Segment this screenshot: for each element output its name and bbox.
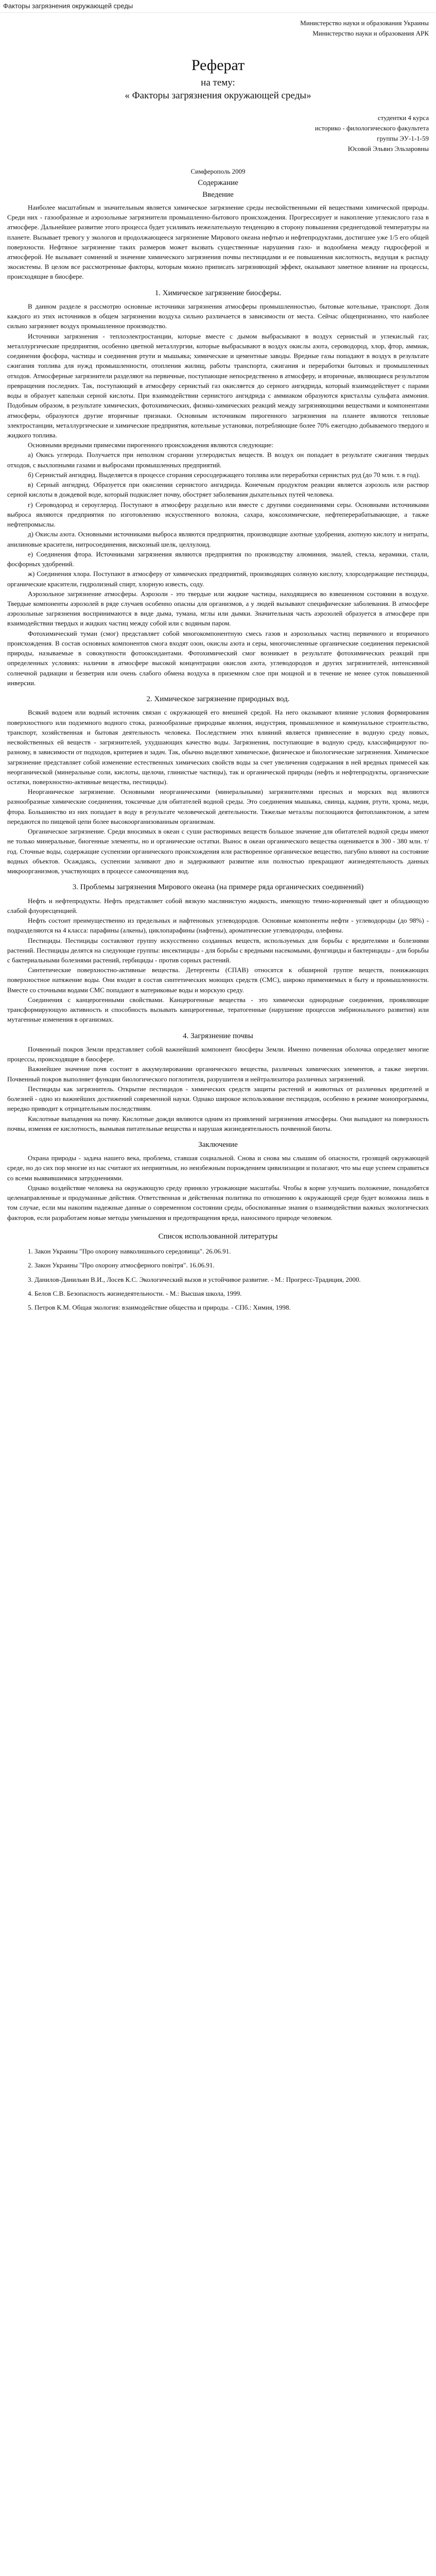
reference-item: 2. Закон Украины "Про охорону атмосферного повiтря". 16.06.91. — [28, 1261, 215, 1269]
paragraph: Наиболее масштабным и значительным является химическое загрязнение среды несвойственными ей веществами химической природы. Среди них - газообразные и аэрозольные загрязнители промышленно-бытового происхождения. Прогрессирует и накопление углекислого газа в атмосфере. Дальнейшее развитие этого процесса будет усиливать нежелательную тенденцию в сторону повышения среднегодовой температуры на планете. Вызывает тревогу у экологов и продолжающееся загрязнение Мирового океана нефтью и нефтепродуктами, достигшее уже 1/5 его общей поверхности. Нефтяное загрязнение таких размеров может вызвать существенные нарушения газо- и водообмена между гидросферой и атмосферой. Не вызывает сомнений и значение химического загрязнения почвы пестицидами и ее повышенная кислотность, ведущая к распаду экосистемы. В целом все рассмотренные факторы, которым можно приписать загрязняющий эффект, оказывают заметное влияние на процессы, происходящие в биосфере. — [7, 203, 429, 281]
reference-item: 5. Петров К.М. Общая экология: взаимодействие общества и природы. - СПб.: Химия, 1998. — [28, 1303, 291, 1311]
paragraph: Пестициды как загрязнитель. Открытие пестицидов - химических средств защиты растений и животных от различных вредителей и болезней - одно из важнейших достижений современной науки. Однако широкое использование пестицидов, особенно в режиме монопрограммы, нередко приводит к отрицательным последствиям. — [7, 1084, 429, 1113]
paragraph: е) Соединения фтора. Источниками загрязнения являются предприятия по производству алюминия, эмалей, стекла, керамики, стали, фосфорных удобрений. — [7, 550, 429, 568]
intro-heading: Введение — [202, 190, 234, 199]
section-references — [7, 1231, 429, 1312]
reference-item: 4. Белов С.В. Безопасность жизнедеятельности. - М.: Высшая школа, 1999. — [28, 1289, 242, 1297]
paragraph: Органическое загрязнение. Среди вносимых в океан с суши растворимых веществ большое значение для обитателей водной среды имеют не только минеральные, биогенные элементы, но и органические остатки. Вынос в океан органического вещества оценивается в 300 - 380 млн. т/год. Сточные воды, содержащие суспензии органического происхождения или растворенное органическое вещество, пагубно влияют на состояние водных объектов. Осаждаясь, суспензии заливают дно и задерживают развитие или полностью прекращают жизнедеятельность данных микроорганизмов, участвующих в процессе самоочищения вод. — [7, 827, 429, 875]
paragraph: б) Сернистый ангидрид. Выделяется в процессе сгорания серосодержащего топлива или переработки сернистых руд (до 70 млн. т. в год). — [28, 470, 420, 479]
paragraph: Соединения с канцерогенными свойствами. Канцерогенные вещества - это химически однородные соединения, проявляющие трансформирующую активность и способность вызывать канцерогенные, тератогенные (нарушение процессов эмбрионального развития) или мутагенные изменения в организмах. — [7, 995, 429, 1024]
paragraph: Основными вредными примесями пирогенного происхождения являются следующие: — [28, 441, 273, 449]
paragraph: ж) Соединения хлора. Поступают в атмосферу от химических предприятий, производящих соляную кислоту, хлорсодержащие пестициды, органические красители, гидролизный спирт, хлорную известь, соду. — [7, 570, 429, 588]
signature-line: Юсовой Эльвиз Эльзаровны — [347, 145, 429, 153]
window-title: Факторы загрязнения окружающей среды — [3, 2, 133, 10]
city-year: Симферополь 2009 — [190, 167, 246, 176]
section-heading: 4. Загрязнение почвы — [183, 1031, 253, 1040]
title-page-organizations — [7, 18, 429, 39]
paragraph: Фотохимический туман (смог) представляет собой многокомпонентную смесь газов и аэрозольных частиц первичного и вторичного происхождения. В состав основных компонентов смога входят озон, окислы азота и серы, многочисленные органические соединения перекисной природы, называемые в совокупности фотооксидантами. Фотохимический смог возникает в результате фотохимических реакций при определенных условиях: наличии в атмосфере высокой концентрации окислов азота, углеводородов и других загрязнителей, интенсивной солнечной радиации и безветрия или очень слабого обмена воздуха в приземном слое при мощной и в течение не менее суток повышенной инверсии. — [7, 629, 429, 687]
paragraph: Всякий водоем или водный источник связан с окружающей его внешней средой. На него оказывают влияние условия формирования поверхностного или подземного водного стока, разнообразные природные явления, индустрия, промышленное и коммунальное строительство, транспорт, хозяйственная и бытовая деятельность человека. Последствием этих влияний является привнесение в водную среду новых, несвойственных ей веществ - загрязнителей, ухудшающих качество воды. Загрязнения, поступающие в водную среду, классифицируют по-разному, в зависимости от подходов, критериев и задач. Так, обычно выделяют химическое, физическое и биологические загрязнения. Химическое загрязнение представляет собой изменение естественных химических свойств воды за счет увеличения содержания в ней вредных примесей как неорганической (минеральные соли, кислоты, щелочи, глинистые частицы), так и органической природы (нефть и нефтепродукты, органические остатки, поверхностно-активные вещества, пестициды). — [7, 708, 429, 786]
section-heading: 1. Химическое загрязнение биосферы. — [154, 289, 282, 297]
document-body — [0, 13, 436, 1328]
section-ocean-pollution — [7, 882, 429, 1024]
intro-section — [7, 202, 429, 282]
section-heading: 2. Химическое загрязнение природных вод. — [146, 695, 290, 704]
paragraph: а) Окись углерода. Получается при неполном сгорании углеродистых веществ. В воздух он попадает в результате сжигания твердых отходов, с выхлопными газами и выбросами промышленных предприятий. — [7, 451, 429, 469]
section-heading: Заключение — [198, 1140, 238, 1149]
paragraph: в) Серный ангидрид. Образуется при окислении сернистого ангидрида. Конечным продуктом реакции является аэрозоль или раствор серной кислоты в дождевой воде, который подкисляет почву, обостряет заболевания дыхательных путей человека. — [7, 481, 429, 499]
organization-line: Министерство науки и образования АРК — [312, 29, 429, 38]
organization-line: Министерство науки и образования Украины — [300, 19, 429, 27]
toc-heading: Содержание — [198, 179, 238, 188]
paragraph: Неорганическое загрязнение. Основными неорганическими (минеральными) загрязнителями пресных и морских вод являются разнообразные химические соединения, токсичные для обитателей водной среды. Это соединения мышьяка, свинца, кадмия, ртути, хрома, меди, фтора. Большинство из них попадает в воду в результате человеческой деятельности. Тяжелые металлы поглощаются фитопланктоном, а затем передаются по пищевой цепи более высокоорганизованным организмам. — [7, 788, 429, 825]
paragraph: В данном разделе я рассмотрю основные источники загрязнения атмосферы промышленностью, бытовые котельные, транспорт. Доля каждого из этих источников в общем загрязнении воздуха сильно различается в зависимости от места. Сейчас общепризнанно, что наиболее сильно загрязняет воздух промышленное производство. — [7, 302, 429, 330]
section-conclusion — [7, 1140, 429, 1223]
section-heading: 3. Проблемы загрязнения Мирового океана (на примере ряда органических соединений) — [72, 883, 364, 892]
document-title: Реферат — [191, 57, 245, 74]
section-water-pollution — [7, 694, 429, 876]
paragraph: Охрана природы - задача нашего века, проблема, ставшая социальной. Снова и снова мы слышим об опасности, грозящей окружающей среде, но до сих пор многие из нас считают их неприятным, но неизбежным порождением цивилизации и полагают, что мы еще успеем справиться со всеми выявившимися затруднениями. — [7, 1154, 429, 1182]
paragraph: Источники загрязнения - теплоэлектростанции, которые вместе с дымом выбрасывают в воздух сернистый и углекислый газ; металлургические предприятия, особенно цветной металлургии, которые выбрасывают в воздух окислы азота, сероводород, хлор, фтор, аммиак, соединения фосфора, частицы и соединения ртути и мышьяка; химические и цементные заводы. Вредные газы попадают в воздух в результате сжигания топлива для нужд промышленности, отопления жилищ, работы транспорта, сжигания и переработки бытовых и промышленных отходов. Атмосферные загрязнители разделяют на первичные, поступающие непосредственно в атмосферу, и вторичные, являющиеся результатом превращения последних. Так, поступающий в атмосферу сернистый газ окисляется до серного ангидрида, который взаимодействует с парами воды и образует капельки серной кислоты. При взаимодействии сернистого ангидрида с аммиаком образуются кристаллы сульфата аммония. Подобным образом, в результате химических, фотохимических, физико-химических реакций между загрязняющими веществами и компонентами атмосферы, образуются другие вторичные признаки. Основным источником пирогенного загрязнения на планете являются тепловые электростанции, металлургические и химические предприятия, котельные установки, потребляющие более 70% ежегодно добываемого твердого и жидкого топлива. — [7, 332, 429, 439]
signature-line: историко - филологического факультета — [315, 124, 429, 132]
paragraph: Синтетические поверхностно-активные вещества. Детергенты (СПАВ) относятся к обширной группе веществ, понижающих поверхностное натяжение воды. Они входят в состав синтетических моющих средств (СМС), широко применяемых в быту и промышленности. Вместе со сточными водами СМС попадают в материковые воды и морскую среду. — [7, 966, 429, 994]
document-topic: « Факторы загрязнения окружающей среды» — [125, 90, 311, 101]
reference-item: 3. Данилов-Данильян В.И., Лосев К.С. Экологический вызов и устойчивое развитие. - М.: Прогресс-Традиция, 2000. — [28, 1275, 361, 1283]
window-title-bar — [0, 0, 436, 13]
reference-item: 1. Закон Украины "Про охорону навколишнього середовища". 26.06.91. — [28, 1247, 231, 1256]
paragraph: Пестициды. Пестициды составляют группу искусственно созданных веществ, используемых для борьбы с вредителями и болезнями растений. Пестициды делятся на следующие группы: инсектициды - для борьбы с вредными насекомыми, фунгициды и бактерициды - для борьбы с бактериальными болезнями растений, гербициды - против сорных растений. — [7, 936, 429, 964]
paragraph: Нефть и нефтепродукты. Нефть представляет собой вязкую маслянистую жидкость, имеющую темно-коричневый цвет и обладающую слабой флуоресценцией. — [7, 896, 429, 914]
paragraph: Аэрозольное загрязнение атмосферы. Аэрозоли - это твердые или жидкие частицы, находящиеся во взвешенном состоянии в воздухе. Твердые компоненты аэрозолей в ряде случаев особенно опасны для организмов, а у людей вызывают специфические заболевания. В атмосфере аэрозольные загрязнения воспринимаются в виде дыма, тумана, мглы или дымки. Значительная часть аэрозолей образуется в атмосфере при взаимодействии твердых и жидких частиц между собой или с водяным паром. — [7, 589, 429, 628]
signature-line: группы ЭУ-1-1-59 — [377, 134, 429, 142]
paragraph: Однако воздействие человека на окружающую среду приняло угрожающие масштабы. Чтобы в корне улучшить положение, понадобятся целенаправленные и продуманные действия. Ответственная и действенная политика по отношению к окружающей среде будет возможна лишь в том случае, если мы накопим надежные данные о современном состоянии среды, обоснованные знания о взаимодействии важных экологических факторов, если разработаем новые методы уменьшения и предотвращения вреда, наносимого природе человеком. — [7, 1183, 429, 1222]
document-subtitle-label: на тему: — [201, 77, 235, 89]
paragraph: Важнейшее значение почв состоит в аккумулировании органического вещества, различных химических элементов, а также энергии. Почвенный покров выполняет функции биологического поглотителя, разрушителя и нейтрализатора различных загрязнений. — [7, 1065, 429, 1083]
section-soil-pollution — [7, 1031, 429, 1133]
author-signature-block — [7, 113, 429, 155]
paragraph: д) Окислы азота. Основными источниками выброса являются предприятия, производящие азотные удобрения, азотную кислоту и нитраты, анилиновые красители, нитросоединения, вискозный шелк, целлулоид. — [7, 530, 429, 548]
references-heading: Список использованной литературы — [158, 1232, 278, 1241]
signature-line: студентки 4 курса — [377, 113, 429, 122]
paragraph: Нефть состоит преимущественно из предельных и нафтеновых углеводородов. Основные компоненты нефти - углеводороды (до 98%) - подразделяются на 4 класса: парафины (алкены), циклопарафины (нафтены), ароматические углеводороды, олефины. — [7, 917, 429, 935]
paragraph: Почвенный покров Земли представляет собой важнейший компонент биосферы Земли. Именно почвенная оболочка определяет многие процессы, происходящие в биосфере. — [7, 1045, 429, 1063]
paragraph: Кислотные выпадения на почву. Кислотные дожди являются одним из проявлений загрязнения атмосферы. Они выпадают на поверхность почвы, изменяя ее кислотность, вымывая питательные вещества и нарушая жизнедеятельность почвенной биоты. — [7, 1114, 429, 1132]
section-chemical-pollution-biosphere — [7, 288, 429, 688]
paragraph: г) Сероводород и сероуглерод. Поступают в атмосферу раздельно или вместе с другими соединениями серы. Основными источниками выброса являются предприятия по изготовлению искусственного волокна, сахара, коксохимические, нефтеперерабатывающие, а также нефтепромыслы. — [7, 500, 429, 529]
